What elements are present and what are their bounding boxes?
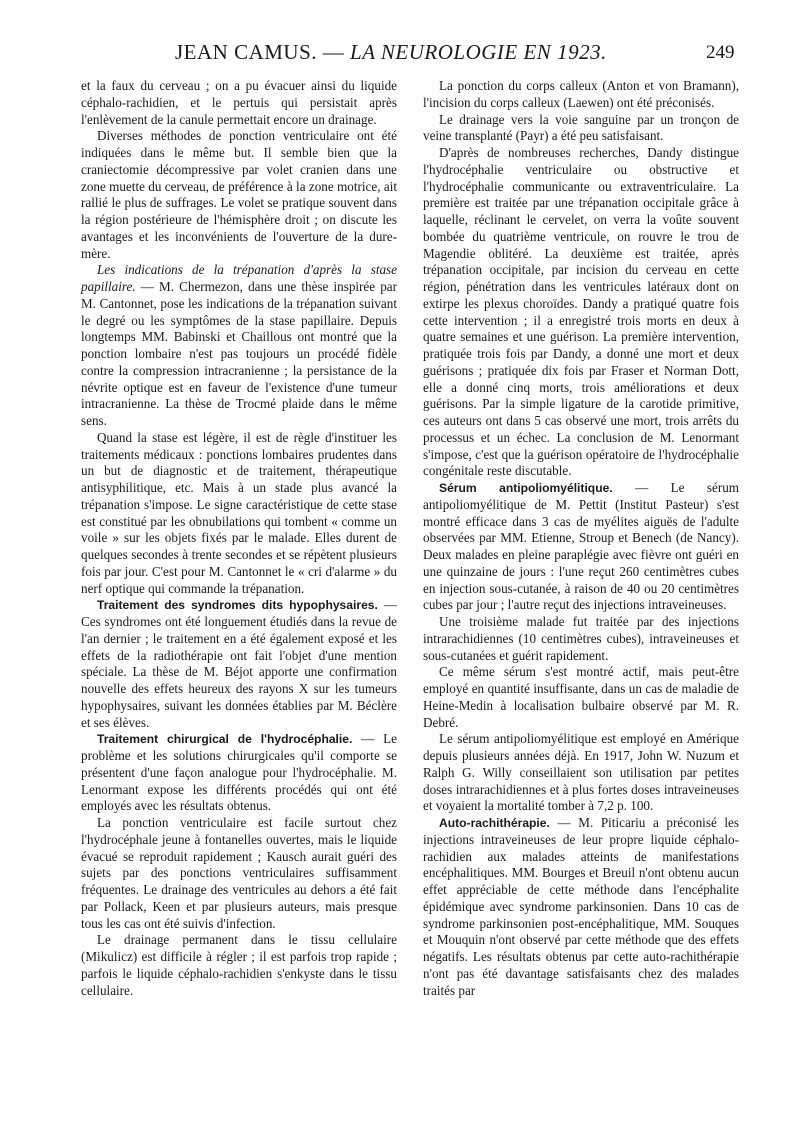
- section-heading: Sérum antipoliomyélitique.: [439, 481, 613, 495]
- paragraph-text: Le drainage vers la voie sanguine par un tronçon de veine transplanté (Payr) a été peu satisfaisant.: [423, 111, 739, 144]
- paragraph-text: Le sérum antipoliomyélitique est employé en Amérique depuis plusieurs années déjà. En 1917, John W. Nuzum et Ralph G. Willy conseillaient son utilisation par petites doses intrarachidiennes et à plus fortes doses intraveineuses et voyaient la mortalité tomber à 7,2 p. 100.: [423, 731, 739, 814]
- paragraph: [81, 815, 397, 932]
- page-number: 249: [706, 42, 735, 63]
- paragraph: [423, 112, 739, 146]
- section-heading: Auto-rachithérapie.: [439, 816, 550, 830]
- right-column: [423, 78, 739, 999]
- paragraph: [81, 430, 397, 598]
- paragraph-text: Ce même sérum s'est montré actif, mais peut-être employé en quantité insuffisante, dans un cas de maladie de Heine-Medin à localisation bulbaire observé par M. R. Debré.: [423, 664, 739, 730]
- paragraph: [423, 78, 739, 112]
- running-header: [0, 40, 800, 70]
- section-heading: Traitement chirurgical de l'hydrocéphalie.: [97, 732, 353, 747]
- section-paragraph: [423, 815, 739, 999]
- section-heading: Les indications de la trépanation d'après la stase papillaire.: [81, 262, 397, 294]
- section-paragraph: [81, 597, 397, 731]
- paragraph-text: — Ces syndromes ont été longuement étudiés dans la revue de l'an dernier ; le traitement en a été également exposé et les effets de la radiothérapie ont fait l'objet d'une mention spéciale. La thèse de M. Béjot apporte une confirmation nouvelle des effets heureux des rayons X sur les tumeurs hypophysaires, suivant les données établies par M. Béclère et ses élèves.: [81, 597, 397, 730]
- journal-title: LA NEUROLOGIE EN 1923.: [350, 40, 607, 64]
- section-paragraph: [423, 480, 739, 614]
- section-paragraph: [81, 731, 397, 815]
- paragraph-text: Le drainage permanent dans le tissu cellulaire (Mikulicz) est difficile à régler ; il est parfois trop rapide ; parfois le liquide céphalo-rachidien s'enkyste dans le tissu cellulaire.: [81, 932, 397, 998]
- left-column: [81, 78, 397, 999]
- paragraph: [423, 145, 739, 480]
- paragraph-text: D'après de nombreuses recherches, Dandy distingue l'hydrocéphalie ventriculaire ou obstructive et l'hydrocéphalie communicante ou extraventriculaire. La première est traitée par une trépanation occipitale grâce à laquelle, réclinant le cervelet, on verra la voûte souvent bombée du quatrième ventricule, on rouvre le trou de Magendie oblitéré. La deuxième est traitée, après trépanation occipitale, par incision du cerveau en cette région, pénétration dans les ventricules latéraux dont on extirpe les plexus choroïdes. Dandy a pratiqué quatre fois cette intervention ; il a enregistré trois morts en deux à quatre semaines et une guérison. La première intervention, pratiquée trois fois par Dandy, a donné une mort et deux guérisons ; pratiquée dix fois par Fraser et Norman Dott, elle a donné cinq morts, trois améliorations et deux guérisons. Par la simple ligature de la carotide primitive, ces auteurs ont dans 5 cas observé une mort, trois arrêts du processus et un échec. La conclusion de M. Lenormant s'impose, c'est que la guérison opératoire de l'hydrocéphalie congénitale reste discutable.: [423, 145, 739, 479]
- paragraph: [81, 78, 397, 128]
- paragraph-text: — M. Piticariu a préconisé les injections intraveineuses de leur propre liquide céphalo-rachidien aux malades atteints de manifestations encéphalitiques. MM. Bourges et Breuil n'ont obtenu aucun effet appréciable de cette méthode dans l'encéphalite épidémique avec syndrome parkinsonien. Dans 10 cas de syndrome parkinsonien post-encéphalitique, MM. Souques et Mouquin n'ont observé par cette méthode que des effets négatifs. Les résultats obtenus par cette auto-rachithérapie n'ont pas été davantage satisfaisants chez des malades traités par: [423, 815, 739, 998]
- running-title: [175, 40, 607, 65]
- paragraph: [423, 614, 739, 664]
- paragraph-text: — Le problème et les solutions chirurgicales qu'il comporte se présentent d'une façon analogue pour l'hydrocéphalie. M. Lenormant expose les différents procédés qui ont été employés avec les résultats obtenus.: [81, 731, 397, 814]
- author-name: JEAN CAMUS.: [175, 40, 318, 64]
- paragraph-text: Quand la stase est légère, il est de règle d'instituer les traitements médicaux : ponctions lombaires prudentes dans un but de diagnostic et de traitement, thérapeutique antisyphilitique, etc. Mais à un stade plus avancé la trépanation s'impose. Le signe caractéristique de cette stase est constitué par les obnubilations qui tombent « comme un voile » sur les objets fixés par le malade. Elles durent de quelques secondes à trente secondes et se répètent plusieurs fois par jour. C'est pour M. Cantonnet le « cri d'alarme » du nerf optique qui commande la trépanation.: [81, 429, 397, 596]
- paragraph-text: La ponction ventriculaire est facile surtout chez l'hydrocéphale jeune à fontanelles ouvertes, mais le liquide évacué se reproduit rapidement ; Kausch aurait guéri des sujets par des ponctions ventriculaires suffisamment fréquentes. Le drainage des ventricules au dehors a été fait par Pollack, Keen et par plusieurs auteurs, mais presque tous les cas ont été suivis d'infection.: [81, 815, 397, 931]
- section-paragraph: [81, 262, 397, 430]
- section-heading: Traitement des syndromes dits hypophysaires.: [97, 598, 378, 613]
- paragraph: [81, 932, 397, 999]
- paragraph-text: et la faux du cerveau ; on a pu évacuer ainsi du liquide céphalo-rachidien, et le pertuis qui persistait après l'enlèvement de la canule permettait encore un drainage.: [81, 78, 397, 127]
- title-dash: —: [317, 40, 351, 64]
- paragraph: [423, 664, 739, 731]
- paragraph-text: Une troisième malade fut traitée par des injections intrarachidiennes (10 centimètres cubes), intraveineuses et sous-cutanées et guérit rapidement.: [423, 614, 739, 663]
- paragraph-text: — Le sérum antipoliomyélitique de M. Pettit (Institut Pasteur) s'est montré efficace dans 3 cas de myélites aiguës de l'adulte observées par MM. Etienne, Stroup et Benech (de Nancy). Deux malades en pleine paraplégie avec fièvre ont guéri en une quinzaine de jours : l'une reçut 260 centimètres cubes en injection sous-cutanée, à raison de 40 ou 20 centimètres cubes par jour ; l'autre reçut des injections intraveineuses.: [423, 480, 739, 613]
- paragraph-text: — M. Chermezon, dans une thèse inspirée par M. Cantonnet, pose les indications de la trépanation suivant le degré ou les symptômes de la stase papillaire. Depuis longtemps MM. Babinski et Chaillous ont montré que la ponction lombaire n'est pas toujours un procédé fidèle contre la compression intracranienne ; la persistance de la névrite optique est en faveur de l'existence d'une tumeur intracranienne. La thèse de Trocmé plaide dans le même sens.: [81, 279, 397, 428]
- paragraph-text: La ponction du corps calleux (Anton et von Bramann), l'incision du corps calleux (Laewen) ont été préconisés.: [423, 78, 739, 110]
- paragraph-text: Diverses méthodes de ponction ventriculaire ont été indiquées dans le même but. Il semble bien que la craniectomie décompressive par volet cranien dans une zone muette du cerveau, de préférence à la zone motrice, ait rallié le plus de suffrages. Le volet se pratique souvent dans la région postérieure de l'hémisphère droit ; on discute les avantages et les inconvénients de l'ouverture de la dure-mère.: [81, 128, 397, 261]
- paragraph: [81, 128, 397, 262]
- paragraph: [423, 731, 739, 815]
